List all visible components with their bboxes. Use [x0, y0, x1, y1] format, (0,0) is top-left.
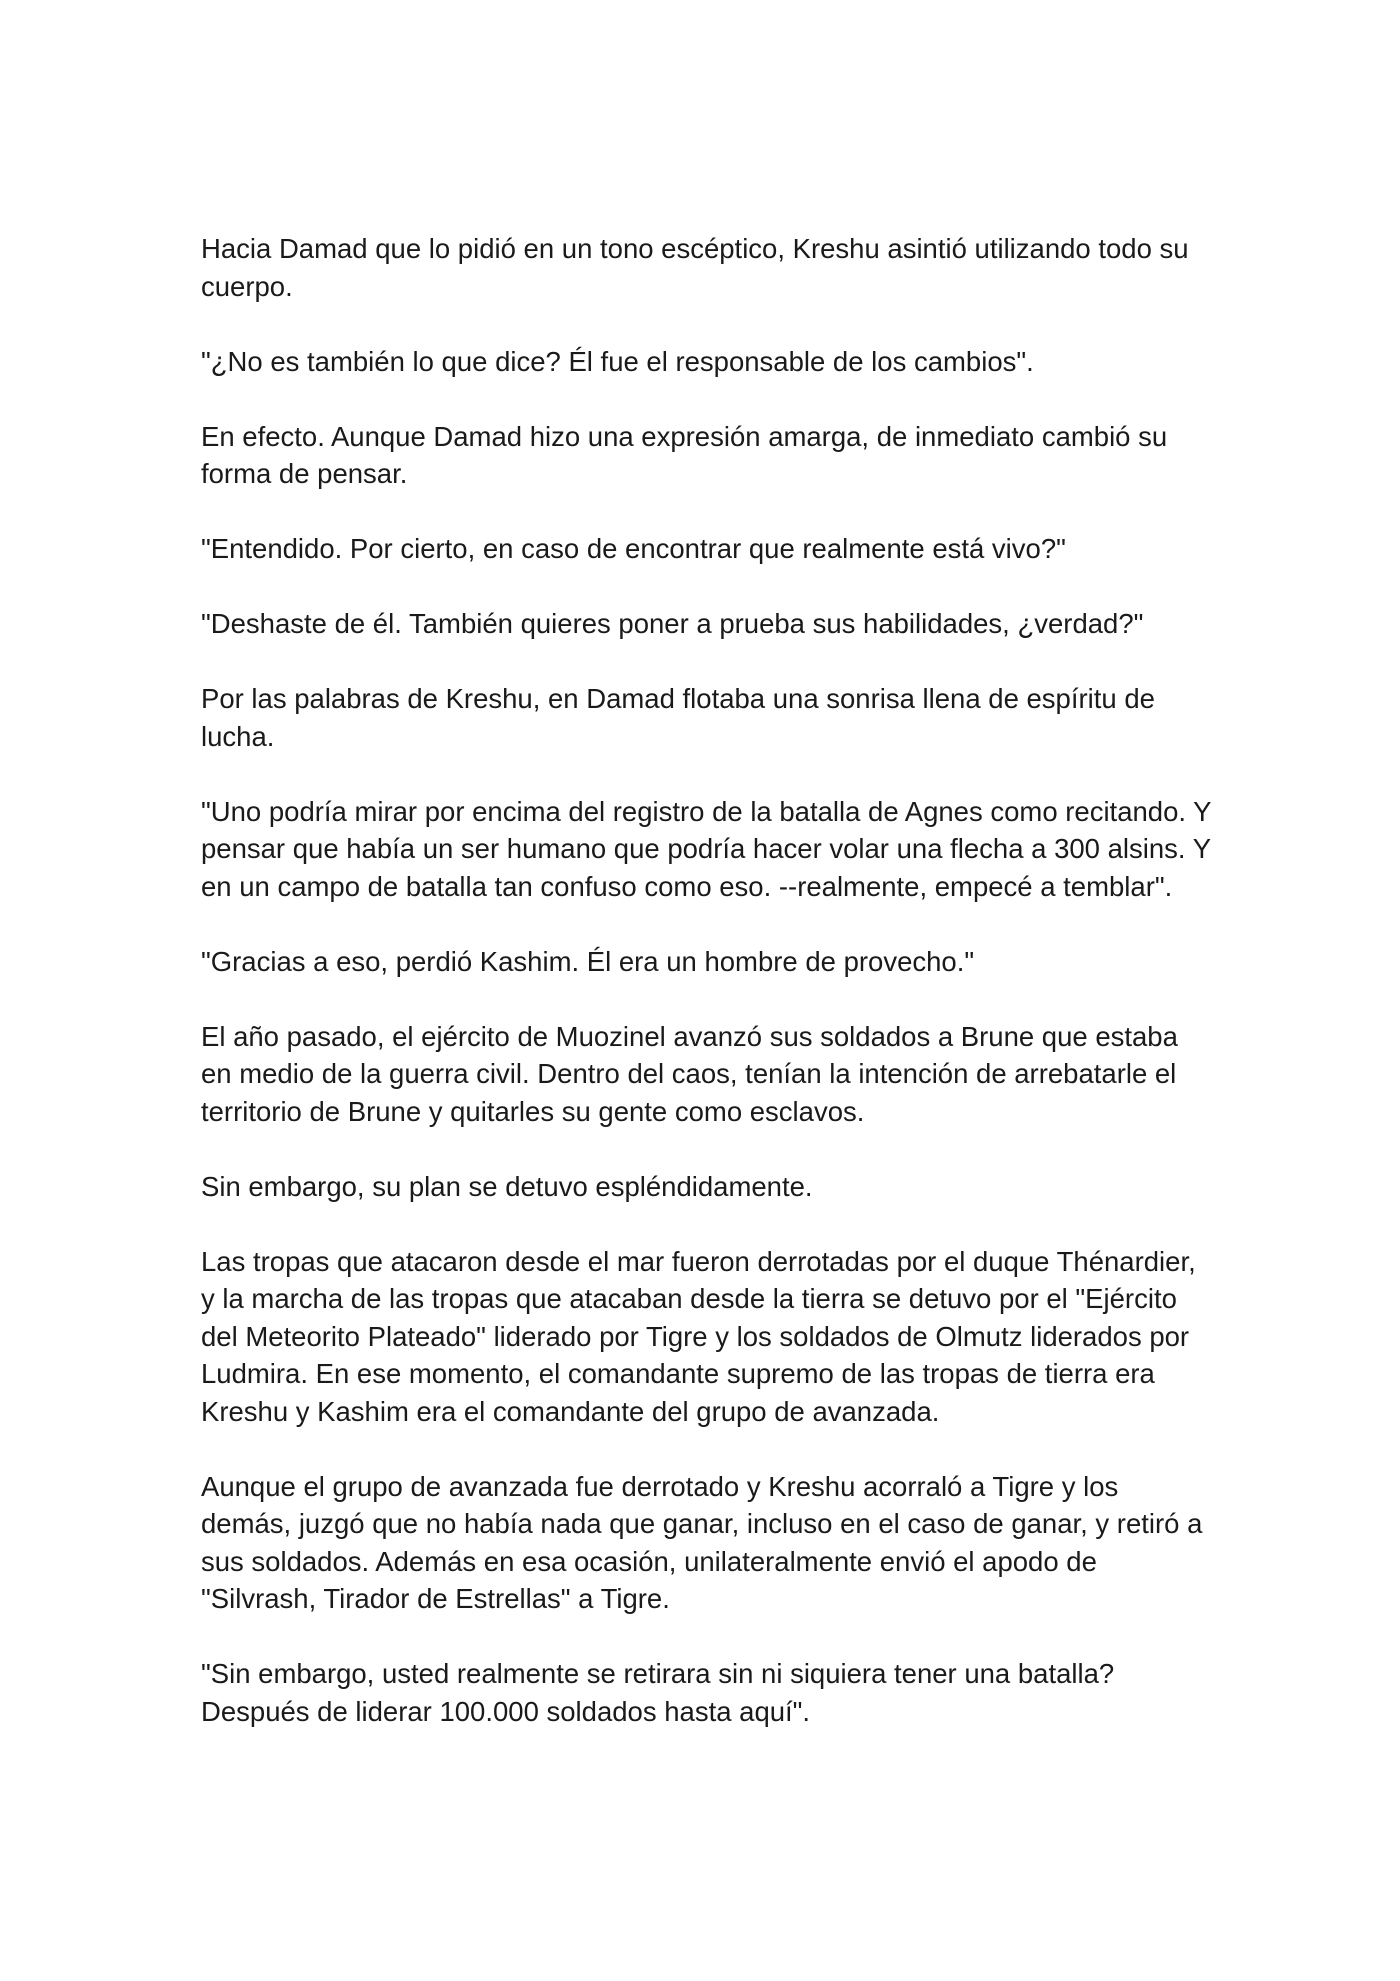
- paragraph-9: El año pasado, el ejército de Muozinel avanzó sus soldados a Brune que estaba en medio de la guerra civil. Dentro del caos, tenían la intención de arrebatarle el territorio de Brune y quitarles su gente como esclavos.: [201, 1020, 1178, 1127]
- paragraph-6: Por las palabras de Kreshu, en Damad flotaba una sonrisa llena de espíritu de lucha.: [201, 683, 1155, 752]
- paragraph-5: "Deshaste de él. También quieres poner a prueba sus habilidades, ¿verdad?": [201, 608, 1144, 639]
- paragraph-11: Las tropas que atacaron desde el mar fueron derrotadas por el duque Thénardier, y la marcha de las tropas que atacaban desde la tierra se detuvo por el "Ejército del Meteorito Plateado" liderado por Tigre y los soldados de Olmutz liderados por Ludmira. En ese momento, el comandante supremo de las tropas de tierra era Kreshu y Kashim era el comandante del grupo de avanzada.: [201, 1245, 1196, 1427]
- paragraph-10: Sin embargo, su plan se detuvo espléndidamente.: [201, 1170, 813, 1202]
- paragraph-4: "Entendido. Por cierto, en caso de encontrar que realmente está vivo?": [201, 533, 1066, 564]
- paragraph-3: En efecto. Aunque Damad hizo una expresión amarga, de inmediato cambió su forma de pensar.: [201, 420, 1168, 489]
- paragraph-13: "Sin embargo, usted realmente se retirara sin ni siquiera tener una batalla? Después de liderar 100.000 soldados hasta aquí".: [201, 1658, 1115, 1727]
- document-body: [201, 230, 1211, 1768]
- paragraph-8: "Gracias a eso, perdió Kashim. Él era un hombre de provecho.": [201, 945, 975, 977]
- paragraph-7: "Uno podría mirar por encima del registro de la batalla de Agnes como recitando. Y pensar que había un ser humano que podría hacer volar una flecha a 300 alsins. Y en un campo de batalla tan confuso como eso. --realmente, empecé a temblar".: [201, 795, 1212, 902]
- paragraph-2: "¿No es también lo que dice? Él fue el responsable de los cambios".: [201, 345, 1034, 377]
- paragraph-12: Aunque el grupo de avanzada fue derrotado y Kreshu acorraló a Tigre y los demás, juzgó que no había nada que ganar, incluso en el caso de ganar, y retiró a sus soldados. Además en esa ocasión, unilateralmente envió el apodo de "Silvrash, Tirador de Estrellas" a Tigre.: [201, 1470, 1203, 1614]
- paragraph-1: Hacia Damad que lo pidió en un tono escéptico, Kreshu asintió utilizando todo su cuerpo.: [201, 233, 1189, 302]
